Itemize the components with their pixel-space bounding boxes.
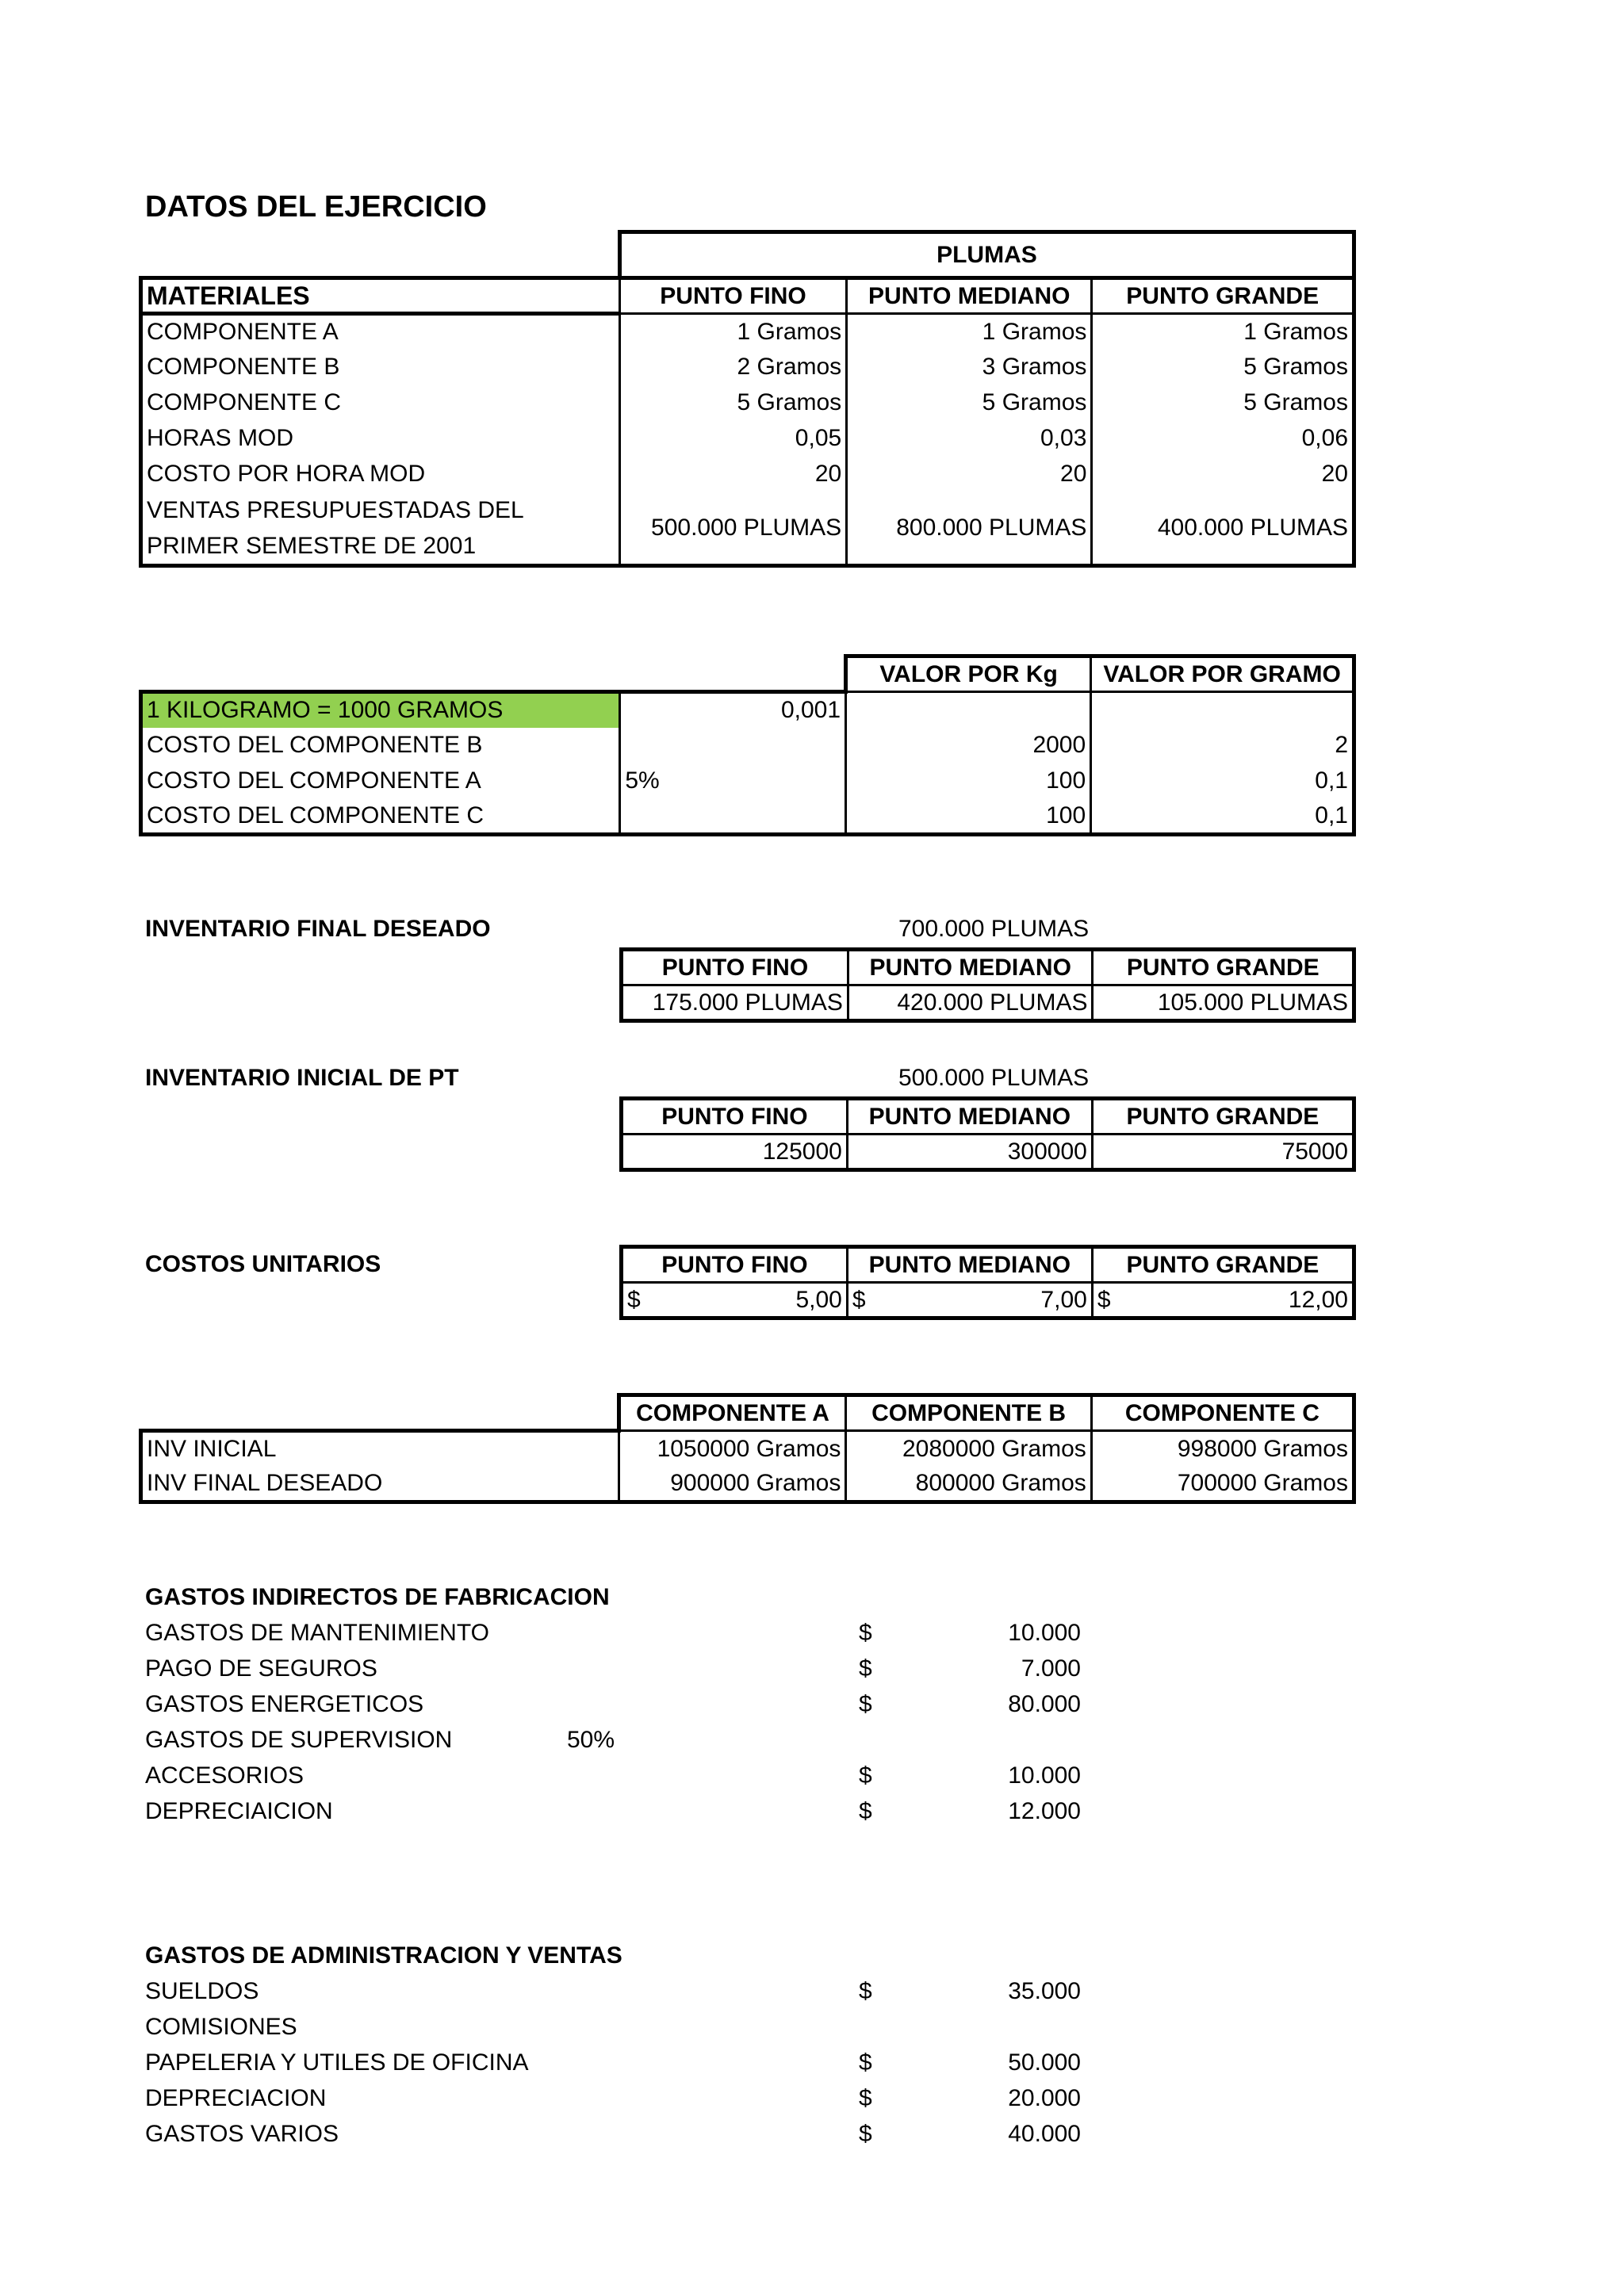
cell: 2 Gramos <box>619 350 846 385</box>
col-header: PUNTO FINO <box>622 1099 848 1135</box>
cell: 500.000 PLUMAS <box>619 492 846 566</box>
admin-item-amount: 40.000 <box>1008 2121 1081 2147</box>
cell: 900000 Gramos <box>619 1467 846 1502</box>
row-label: COMPONENTE A <box>141 314 620 350</box>
cell-note: 5% <box>620 763 846 799</box>
admin-item-label: DEPRECIACION <box>145 2085 327 2111</box>
page-title: DATOS DEL EJERCICIO <box>145 190 487 224</box>
cell-note <box>620 799 846 835</box>
cell-value: 12,00 <box>1288 1286 1348 1313</box>
admin-sales-title: GASTOS DE ADMINISTRACION Y VENTAS <box>145 1942 622 1969</box>
overhead-item-amount: 10.000 <box>1008 1620 1081 1646</box>
table-row <box>141 1467 1354 1502</box>
cell: 0,06 <box>1092 421 1354 457</box>
admin-item-amount: 50.000 <box>1008 2049 1081 2076</box>
cell: 998000 Gramos <box>1091 1431 1354 1467</box>
overhead-item-label: ACCESORIOS <box>145 1762 304 1789</box>
unit-costs-table <box>619 1245 1356 1320</box>
col-header: COMPONENTE C <box>1091 1395 1354 1431</box>
admin-item-label: SUELDOS <box>145 1978 259 2004</box>
table-row <box>141 692 1354 728</box>
overhead-item-amount: 10.000 <box>1008 1762 1081 1789</box>
unit-costs-label: COSTOS UNITARIOS <box>145 1251 381 1277</box>
currency-symbol: $ <box>859 1978 872 2004</box>
materials-table <box>139 230 1356 568</box>
overhead-item-label: GASTOS DE SUPERVISION <box>145 1727 453 1753</box>
cell: 0,03 <box>847 421 1092 457</box>
conversion-value: 0,001 <box>620 692 846 728</box>
cell: 20 <box>847 457 1092 492</box>
row-label: INV INICIAL <box>141 1431 619 1467</box>
cell: 20 <box>619 457 846 492</box>
admin-item-label: COMISIONES <box>145 2014 297 2040</box>
currency-symbol: $ <box>627 1286 641 1313</box>
currency-symbol: $ <box>1097 1286 1111 1313</box>
admin-item-amount: 20.000 <box>1008 2085 1081 2111</box>
overhead-item-label: PAGO DE SEGUROS <box>145 1655 377 1682</box>
table-row <box>141 314 1354 350</box>
table-row <box>141 457 1354 492</box>
cell-value: 5,00 <box>795 1286 842 1313</box>
component-costs-table <box>139 654 1356 836</box>
col-header: PUNTO GRANDE <box>1092 1247 1354 1283</box>
currency-symbol: $ <box>859 2049 872 2076</box>
cell: 1 Gramos <box>847 314 1092 350</box>
table-row <box>141 350 1354 385</box>
conversion-label: 1 KILOGRAMO = 1000 GRAMOS <box>141 692 620 728</box>
cell: 3 Gramos <box>847 350 1092 385</box>
row-label: COSTO POR HORA MOD <box>141 457 620 492</box>
cell: 700000 Gramos <box>1091 1467 1354 1502</box>
overhead-title: GASTOS INDIRECTOS DE FABRICACION <box>145 1584 610 1610</box>
cell-note <box>620 728 846 763</box>
cell: 800.000 PLUMAS <box>847 492 1092 566</box>
admin-item-amount: 35.000 <box>1008 1978 1081 2004</box>
cell: 2 <box>1091 728 1354 763</box>
currency-symbol: $ <box>852 1286 866 1313</box>
row-label: HORAS MOD <box>141 421 620 457</box>
cell: 1050000 Gramos <box>619 1431 846 1467</box>
currency-symbol: $ <box>859 1691 872 1717</box>
row-label: COSTO DEL COMPONENTE A <box>141 763 620 799</box>
table-row <box>622 985 1354 1021</box>
col-header: PUNTO MEDIANO <box>847 1099 1092 1135</box>
cell: 125000 <box>622 1135 848 1170</box>
sales-label-line1: VENTAS PRESUPUESTADAS DEL <box>147 496 524 523</box>
materials-inventory-table <box>139 1393 1356 1504</box>
cell: 5 Gramos <box>847 385 1092 421</box>
cell: 420.000 PLUMAS <box>848 985 1093 1021</box>
overhead-item-note: 50% <box>567 1727 615 1753</box>
initial-inventory-table <box>619 1096 1356 1172</box>
plumas-header: PLUMAS <box>619 232 1354 278</box>
row-label: COSTO DEL COMPONENTE C <box>141 799 620 835</box>
materiales-header: MATERIALES <box>141 278 620 314</box>
cell <box>1092 1283 1354 1318</box>
row-label: INV FINAL DESEADO <box>141 1467 619 1502</box>
table-row <box>141 763 1354 799</box>
initial-inventory-total: 500.000 PLUMAS <box>898 1065 1090 1091</box>
table-row <box>622 1135 1354 1170</box>
cell: 300000 <box>847 1135 1092 1170</box>
row-label: COSTO DEL COMPONENTE B <box>141 728 620 763</box>
row-label: COMPONENTE C <box>141 385 620 421</box>
cell: 5 Gramos <box>619 385 846 421</box>
cell: 75000 <box>1092 1135 1354 1170</box>
cell: 5 Gramos <box>1092 350 1354 385</box>
sales-label-line2: PRIMER SEMESTRE DE 2001 <box>147 532 477 559</box>
currency-symbol: $ <box>859 1762 872 1789</box>
final-inventory-table <box>619 947 1356 1023</box>
cell: 800000 Gramos <box>846 1467 1091 1502</box>
cell: 2080000 Gramos <box>846 1431 1091 1467</box>
sales-label <box>141 492 620 566</box>
row-label: COMPONENTE B <box>141 350 620 385</box>
col-header: PUNTO FINO <box>622 950 848 985</box>
col-header: VALOR POR GRAMO <box>1091 656 1354 692</box>
cell: 1 Gramos <box>1092 314 1354 350</box>
cell: 100 <box>846 799 1091 835</box>
cell: 1 Gramos <box>619 314 846 350</box>
currency-symbol: $ <box>859 2121 872 2147</box>
col-header: VALOR POR Kg <box>846 656 1091 692</box>
col-header: PUNTO GRANDE <box>1092 1099 1354 1135</box>
col-header: PUNTO MEDIANO <box>847 1247 1092 1283</box>
table-row <box>141 421 1354 457</box>
col-header: COMPONENTE B <box>846 1395 1091 1431</box>
overhead-item-amount: 7.000 <box>1021 1655 1081 1682</box>
col-header: PUNTO GRANDE <box>1092 278 1354 314</box>
table-row <box>141 385 1354 421</box>
cell: 175.000 PLUMAS <box>622 985 848 1021</box>
table-row <box>622 1283 1354 1318</box>
cell: 0,1 <box>1091 799 1354 835</box>
table-row <box>141 728 1354 763</box>
col-header: PUNTO FINO <box>619 278 846 314</box>
final-inventory-label: INVENTARIO FINAL DESEADO <box>145 916 491 942</box>
table-row <box>141 492 1354 566</box>
cell: 0,1 <box>1091 763 1354 799</box>
cell: 20 <box>1092 457 1354 492</box>
cell: 2000 <box>846 728 1091 763</box>
currency-symbol: $ <box>859 2085 872 2111</box>
admin-item-label: GASTOS VARIOS <box>145 2121 339 2147</box>
cell <box>847 1283 1092 1318</box>
cell-value: 7,00 <box>1040 1286 1087 1313</box>
currency-symbol: $ <box>859 1655 872 1682</box>
col-header: PUNTO FINO <box>622 1247 848 1283</box>
initial-inventory-label: INVENTARIO INICIAL DE PT <box>145 1065 459 1091</box>
table-row <box>141 799 1354 835</box>
cell: 100 <box>846 763 1091 799</box>
col-header: PUNTO GRANDE <box>1093 950 1354 985</box>
admin-item-label: PAPELERIA Y UTILES DE OFICINA <box>145 2049 529 2076</box>
cell: 105.000 PLUMAS <box>1093 985 1354 1021</box>
cell <box>622 1283 848 1318</box>
col-header: PUNTO MEDIANO <box>848 950 1093 985</box>
col-header: PUNTO MEDIANO <box>847 278 1092 314</box>
currency-symbol: $ <box>859 1620 872 1646</box>
cell: 0,05 <box>619 421 846 457</box>
overhead-item-amount: 80.000 <box>1008 1691 1081 1717</box>
overhead-item-label: GASTOS DE MANTENIMIENTO <box>145 1620 489 1646</box>
currency-symbol: $ <box>859 1798 872 1824</box>
col-header: COMPONENTE A <box>619 1395 846 1431</box>
cell: 5 Gramos <box>1092 385 1354 421</box>
overhead-item-label: GASTOS ENERGETICOS <box>145 1691 424 1717</box>
final-inventory-total: 700.000 PLUMAS <box>898 916 1090 942</box>
overhead-item-label: DEPRECIAICION <box>145 1798 333 1824</box>
overhead-item-amount: 12.000 <box>1008 1798 1081 1824</box>
cell: 400.000 PLUMAS <box>1092 492 1354 566</box>
table-row <box>141 1431 1354 1467</box>
